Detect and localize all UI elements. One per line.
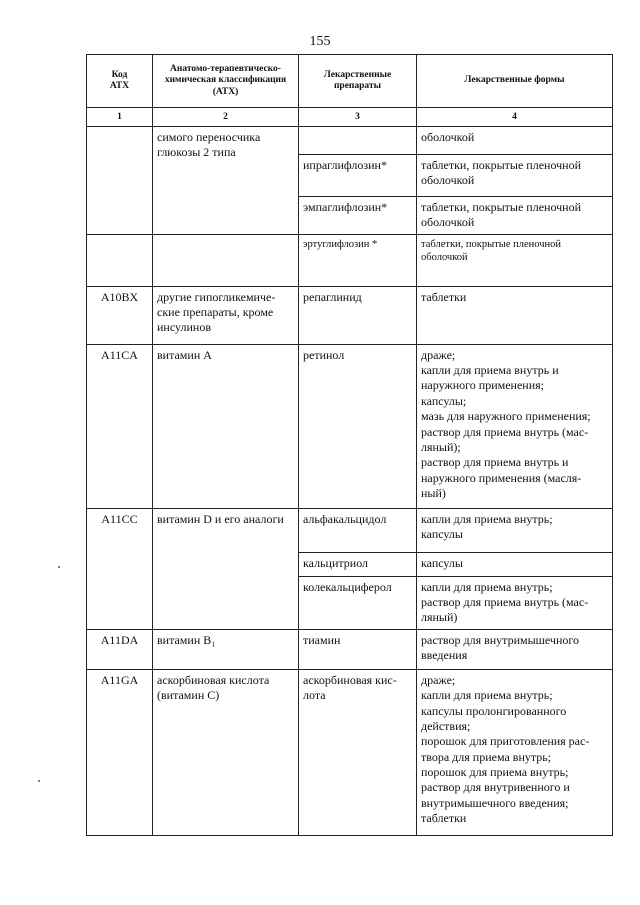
table-row [87,508,613,552]
forms-cell: оболочкой [417,127,613,155]
scan-speck [58,566,60,568]
drug-cell: репаглинид [299,286,417,344]
drug-cell: кальцитриол [299,552,417,576]
scan-speck [38,780,40,782]
table-header-row [87,55,613,108]
classification-cell: симого переносчика глюкозы 2 типа [153,127,299,235]
column-number: 3 [299,108,417,127]
drug-cell: эртуглифлозин * [299,234,417,286]
table-row [87,234,613,286]
code-cell: A11DA [87,629,153,669]
drug-table [86,54,613,836]
drug-cell: аскорбиновая кис- лота [299,669,417,835]
forms-cell: капли для приема внутрь; капсулы [417,508,613,552]
classification-cell: витамин А [153,344,299,508]
drug-cell: колекальциферол [299,576,417,629]
forms-cell: драже; капли для приема внутрь; капсулы пролонгированного действия; порошок для приготовления рас- твора для приема внутрь; порошок для приема внутрь; раствор для внутривенного и внутримышечного введения; таблетки [417,669,613,835]
header-code: Код АТХ [87,55,153,108]
drug-cell: альфакальцидол [299,508,417,552]
table-row [87,629,613,669]
forms-cell: таблетки, покрытые пленочной оболочкой [417,197,613,235]
forms-cell: таблетки, покрытые пленочной оболочкой [417,155,613,197]
header-drugs: Лекарственные препараты [299,55,417,108]
code-cell [87,127,153,235]
code-cell: A11CA [87,344,153,508]
column-number: 1 [87,108,153,127]
drug-cell [299,127,417,155]
forms-cell: таблетки, покрытые пленочной оболочкой [417,234,613,286]
forms-cell: раствор для внутримышечного введения [417,629,613,669]
classification-cell [153,234,299,286]
forms-cell: капли для приема внутрь; раствор для приема внутрь (мас- ляный) [417,576,613,629]
code-cell [87,234,153,286]
drug-cell: ретинол [299,344,417,508]
table-row [87,344,613,508]
forms-cell: таблетки [417,286,613,344]
forms-cell: капсулы [417,552,613,576]
column-number-row [87,108,613,127]
page-number: 155 [309,34,331,49]
table-row [87,286,613,344]
code-cell: A10BX [87,286,153,344]
classification-cell: витамин B₁ [153,629,299,669]
forms-cell: драже; капли для приема внутрь и наружного применения; капсулы; мазь для наружного применения; раствор для приема внутрь (мас- ляный); раствор для приема внутрь и наружного применения (масля- ный) [417,344,613,508]
header-classification: Анатомо-терапевтическо-химическая классификация (АТХ) [153,55,299,108]
column-number: 2 [153,108,299,127]
drug-cell: ипраглифлозин* [299,155,417,197]
header-forms: Лекарственные формы [417,55,613,108]
table-row [87,669,613,835]
classification-cell: другие гипогликемиче- ские препараты, кроме инсулинов [153,286,299,344]
drug-cell: эмпаглифлозин* [299,197,417,235]
code-cell: A11CC [87,508,153,629]
table-row [87,127,613,155]
classification-cell: витамин D и его аналоги [153,508,299,629]
classification-cell: аскорбиновая кислота (витамин С) [153,669,299,835]
code-cell: A11GA [87,669,153,835]
column-number: 4 [417,108,613,127]
drug-cell: тиамин [299,629,417,669]
